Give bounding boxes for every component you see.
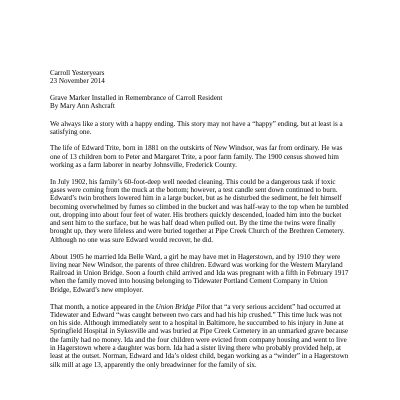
paragraph-1: We always like a story with a happy ending. This story may not have a “happy” ending, but at least is a satisfying one. (50, 119, 343, 136)
paragraph-5 (50, 303, 350, 369)
article-heading (50, 94, 350, 111)
publication-header (50, 69, 350, 86)
publication-date: 23 November 2014 (50, 77, 105, 86)
paragraph-2: The life of Edward Trite, born in 1881 on the outskirts of New Windsor, was far from ordinary. He was one of 13 children born to Peter and Margaret Trite, a poor farm family. The 1900 census showed him working as a farm laborer in nearby Johnsville, Frederick County. (50, 144, 343, 169)
article-byline: By Mary Ann Ashcraft (50, 101, 115, 110)
paragraph-3: In July 1902, his family’s 60-foot-deep well needed cleaning. This could be a dangerous task if toxic gases were coming from the muck at the bottom; however, a test candle sent down continued to burn. Edward’s twin brothers lowered him in a large bucket, but as he disturbed the sediment, he felt himself becoming overwhelmed by fumes so climbed in the bucket and was half-way to the top when he tumbled out, dropping into about four feet of water. His brothers quickly descended, loaded him into the bucket and sent him to the surface, but he was half dead when pulled out. By the time the twins were finally brought up, they were lifeless and were buried together at Pipe Creek Church of the Brethren Cemetery. Although no one was sure Edward would recover, he did. (50, 177, 349, 244)
newspaper-name: Union Bridge Pilot (155, 302, 210, 311)
article-body (50, 120, 350, 369)
paragraph-5-rest: that “a very serious accident” had occurred at Tidewater and Edward “was caught between two cars and had his hip crushed.” This time luck was not on his side. Although immediately sent to a hospital in Baltimore, he succumbed to his injury in June at Springfield Hospital in Sykesville and was buried at Pipe Creek Cemetery in an unmarked grave because the family had no money. Ida and the four children were evicted from company housing and went to live in Hagerstown where a daughter was born. Ida had a sister living there who probably provided help, at least at the outset. Norman, Edward and Ida’s oldest child, began working as a “winder” in a Hagerstown silk mill at age 13, apparently the only breadwinner for the family of six. (50, 302, 349, 369)
paragraph-4: About 1905 he married Ida Belle Ward, a girl he may have met in Hagerstown, and by 1910 they were living near New Windsor, the parents of three children. Edward was working for the Western Maryland Railroad in Union Bridge. Soon a fourth child arrived and Ida was pregnant with a fifth in February 1917 when the family moved into housing belonging to Tidewater Portland Cement Company in Union Bridge, Edward’s new employer. (50, 252, 349, 294)
paragraph-5-lead: That month, a notice appeared in the (50, 302, 156, 311)
article-title: Grave Marker Installed in Remembrance of Carroll Resident (50, 93, 223, 102)
publication-name: Carroll Yesteryears (50, 69, 105, 77)
